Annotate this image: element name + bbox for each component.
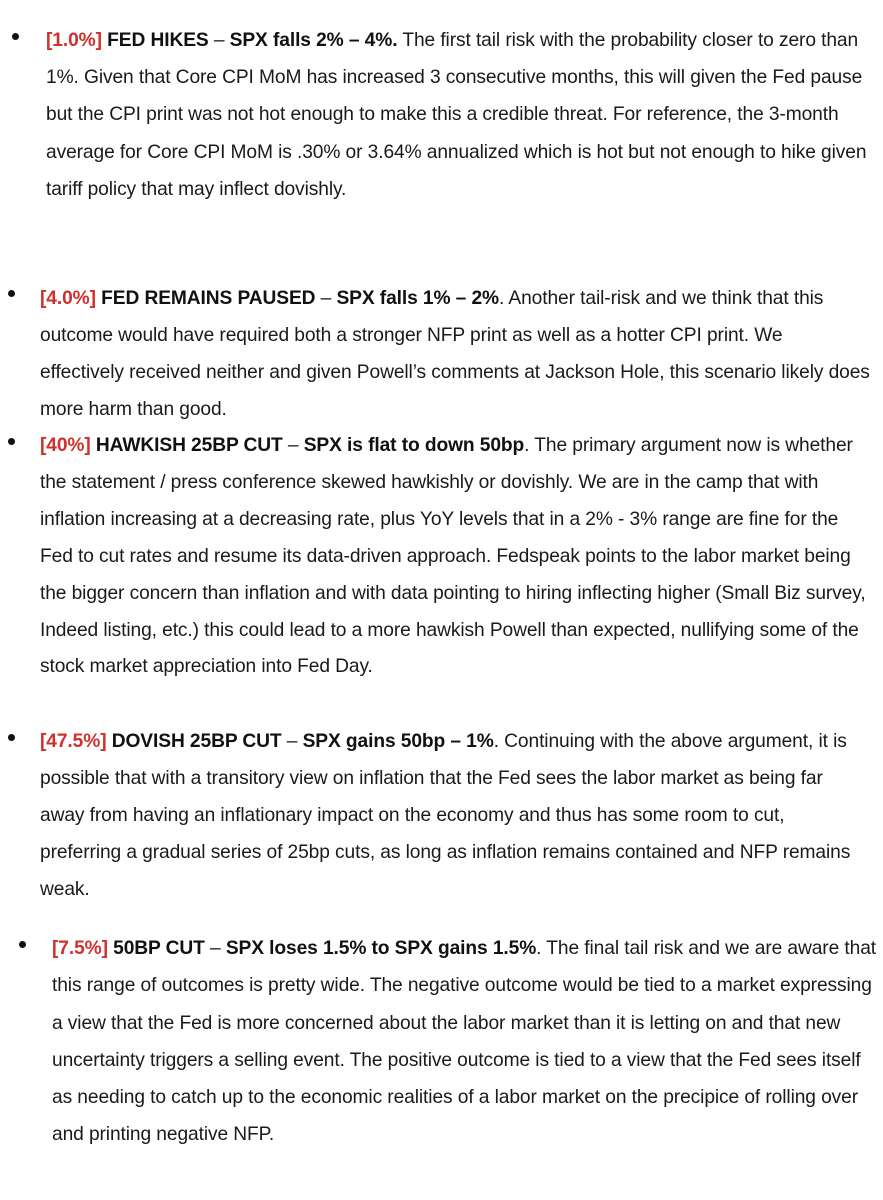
scenario-heading: FED HIKES [101,30,209,51]
heading-separator: – [315,288,337,309]
heading-separator: – [282,435,304,456]
scenario-description: The first tail risk with the probability closer to zero than 1%. Given that Core CPI MoM has increased 3 consecutive months, this will given the Fed pause but the CPI print was not hot enough to make this a credible threat. For reference, the 3-month average for Core CPI MoM is .30% or 3.64% annualized which is hot but not enough to hike given tariff policy that may inflect dovishly. [46,30,867,200]
scenario-heading: FED REMAINS PAUSED [95,288,316,309]
scenario-paragraph [46,22,876,208]
heading-separator: – [204,938,226,959]
scenario-outcome: SPX loses 1.5% to SPX gains 1.5% [225,938,537,959]
probability-label: [1.0%] [46,30,102,51]
probability-label: [7.5%] [52,938,108,959]
bullet-icon [8,290,15,297]
scenario-description: . Another tail-risk and we think that this outcome would have required both a stronger NFP print as well as a hotter CPI print. We effectively received neither and given Powell’s comments at Jackson Hole, this scenario likely does more harm than good. [40,288,870,420]
scenario-heading: 50BP CUT [107,938,205,959]
probability-label: [4.0%] [40,288,96,309]
scenario-heading: DOVISH 25BP CUT [106,731,282,752]
scenario-description: . The final tail risk and we are aware that this range of outcomes is pretty wide. The negative outcome would be tied to a market expressing a view that the Fed is more concerned about the labor market than it is letting on and that new uncertainty triggers a selling event. The positive outcome is tied to a view that the Fed sees itself as needing to catch up to the economic realities of a labor market on the precipice of rolling over and printing negative NFP. [52,938,877,1146]
scenario-paragraph [52,930,878,1154]
scenario-paragraph [40,280,870,428]
scenario-paragraph [40,723,870,908]
heading-separator: – [208,30,230,51]
bullet-icon [8,734,15,741]
heading-separator: – [281,731,303,752]
scenario-paragraph [40,428,870,686]
bullet-icon [12,33,19,40]
scenario-heading: HAWKISH 25BP CUT [90,435,283,456]
scenario-outcome: SPX falls 1% – 2% [336,288,500,309]
bullet-icon [8,438,15,445]
probability-label: [47.5%] [40,731,107,752]
scenario-description: . Continuing with the above argument, it is possible that with a transitory view on inflation that the Fed sees the labor market as being far away from having an inflationary impact on the economy and thus has some room to cut, preferring a gradual series of 25bp cuts, as long as inflation remains contained and NFP remains weak. [40,731,851,900]
scenario-description: . The primary argument now is whether the statement / press conference skewed hawkishly or dovishly. We are in the camp that with inflation increasing at a decreasing rate, plus YoY levels that in a 2% - 3% range are fine for the Fed to cut rates and resume its data-driven approach. Fedspeak points to the labor market being the bigger concern than inflation and with data pointing to hiring inflecting higher (Small Biz survey, Indeed listing, etc.) this could lead to a more hawkish Powell than expected, nullifying some of the stock market appreciation into Fed Day. [40,435,866,678]
probability-label: [40%] [40,435,91,456]
scenario-outcome: SPX falls 2% – 4%. [229,30,398,51]
scenario-outcome: SPX is flat to down 50bp [303,435,525,456]
bullet-icon [19,941,26,948]
scenario-outcome: SPX gains 50bp – 1% [302,731,494,752]
